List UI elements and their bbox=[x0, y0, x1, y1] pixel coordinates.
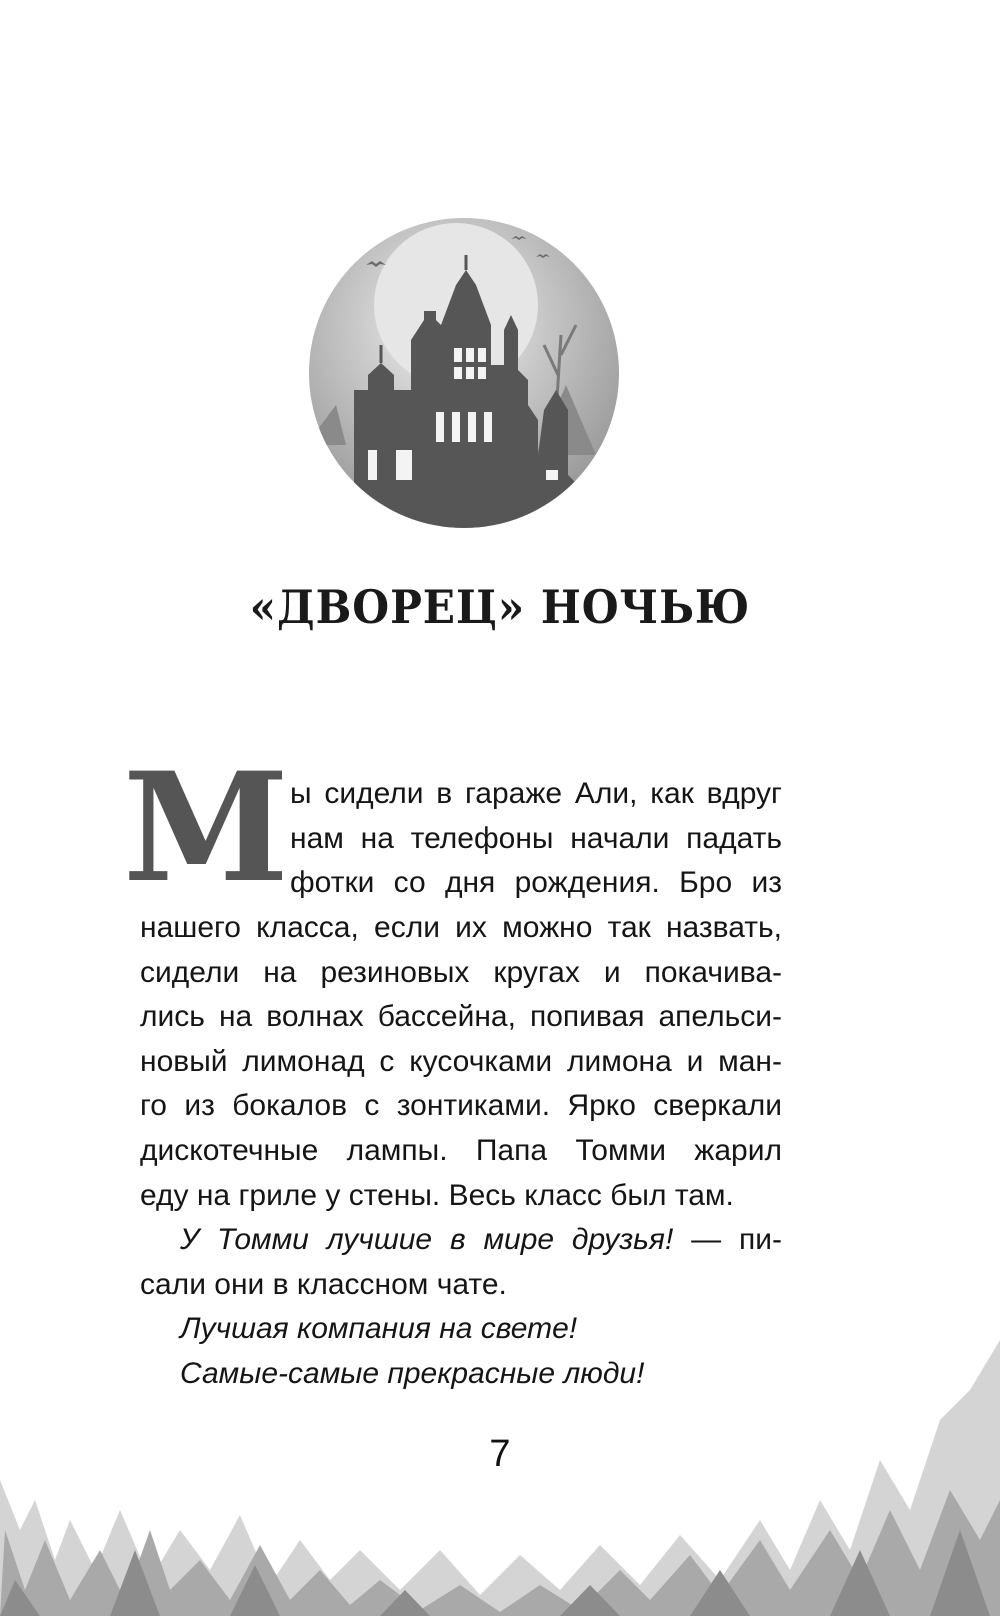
quote-line bbox=[140, 1218, 782, 1263]
drop-cap-glyph: М bbox=[122, 740, 290, 916]
haunted-house-illustration bbox=[306, 215, 622, 531]
text-line: нашего класса, если их можно так назвать, bbox=[140, 911, 782, 944]
page-number: 7 bbox=[489, 1433, 511, 1475]
text-line: лись на волнах бассейна, попивая апельси- bbox=[140, 1000, 782, 1034]
paragraph-first-lines bbox=[290, 772, 782, 906]
italic-line: Лучшая компания на свете! bbox=[180, 1312, 578, 1346]
text-line: го из бокалов с зонтиками. Ярко сверкали bbox=[140, 1089, 782, 1123]
text-line: сали они в классном чате. bbox=[140, 1267, 507, 1301]
text-line: ы сидели в гараже Али, как вдруг bbox=[290, 777, 782, 810]
italic-line: Самые-самые прекрасные люди! bbox=[180, 1356, 645, 1390]
text-line: дискотечные лампы. Папа Томми жарил bbox=[140, 1133, 782, 1167]
text-line: нам на телефоны начали падать bbox=[290, 821, 782, 855]
quote-rest: — пи- bbox=[673, 1223, 782, 1257]
text-line: еду на гриле у стены. Весь класс был там. bbox=[140, 1178, 734, 1212]
drop-cap-letter bbox=[122, 740, 290, 916]
text-line: новый лимонад с кусочками лимона и ман- bbox=[140, 1044, 782, 1078]
text-line: фотки со дня рождения. Бро из bbox=[290, 866, 782, 900]
quote-italic: У Томми лучшие в мире друзья! bbox=[180, 1223, 674, 1257]
text-line: сидели на резиновых кругах и покачива- bbox=[140, 955, 782, 989]
chapter-title: «ДВОРЕЦ» НОЧЬЮ bbox=[249, 580, 751, 634]
